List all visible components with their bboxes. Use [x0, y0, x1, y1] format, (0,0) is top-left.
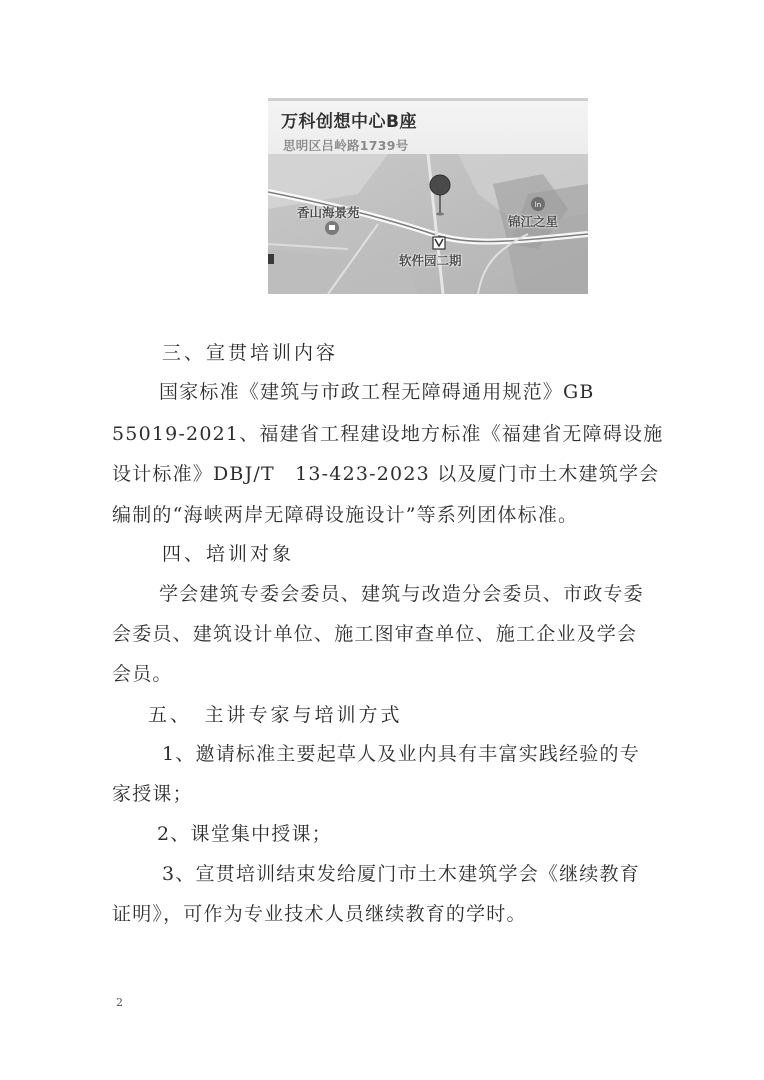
bus-stop-icon — [324, 220, 340, 236]
paragraph-line: 55019-2021、福建省工程建设地方标准《福建省无障碍设施 — [112, 423, 664, 445]
paragraph-line: 学会建筑专委会委员、建筑与改造分会委员、市政专委 — [159, 583, 644, 605]
section-heading-training-audience: 四、培训对象 — [162, 543, 295, 565]
location-pin-icon — [429, 174, 451, 216]
paragraph-line: 编制的“海峡两岸无障碍设施设计”等系列团体标准。 — [112, 504, 579, 526]
page-number: 2 — [116, 996, 123, 1009]
svg-text:ln: ln — [534, 201, 542, 209]
map-label-xiangshan: 香山海景苑 — [297, 205, 360, 220]
map-label-software-park: 软件园二期 — [399, 253, 462, 268]
paragraph-line: 会员。 — [112, 663, 173, 685]
map-header — [268, 98, 588, 157]
section-heading-lecturers-method: 五、 主讲专家与培训方式 — [148, 704, 403, 726]
subway-icon — [432, 236, 446, 250]
map-area — [268, 154, 588, 294]
list-item-line: 证明》，可作为专业技术人员继续教育的学时。 — [112, 903, 527, 925]
list-item-line: 1、邀请标准主要起草人及业内具有丰富实践经验的专 — [162, 743, 640, 765]
section-heading-training-content: 三、宣贯培训内容 — [162, 342, 339, 364]
paragraph-line: 设计标准》DBJ/T 13-423-2023 以及厦门市土木建筑学会 — [112, 463, 660, 485]
list-item-line: 2、课堂集中授课； — [157, 823, 332, 845]
location-map — [268, 98, 588, 294]
paragraph-line: 国家标准《建筑与市政工程无障碍通用规范》GB — [159, 381, 595, 403]
list-item-line: 3、宣贯培训结束发给厦门市土木建筑学会《继续教育 — [162, 863, 640, 885]
list-item-line: 家授课； — [112, 783, 193, 805]
hotel-icon — [530, 196, 546, 212]
map-edge-marker — [268, 254, 274, 264]
map-label-jinjiang: 锦江之星 — [508, 214, 559, 229]
paragraph-line: 会委员、建筑设计单位、施工图审查单位、施工企业及学会 — [112, 623, 638, 645]
map-title: 万科创想中心B座 — [281, 112, 417, 132]
map-address: 思明区吕岭路1739号 — [283, 138, 409, 153]
